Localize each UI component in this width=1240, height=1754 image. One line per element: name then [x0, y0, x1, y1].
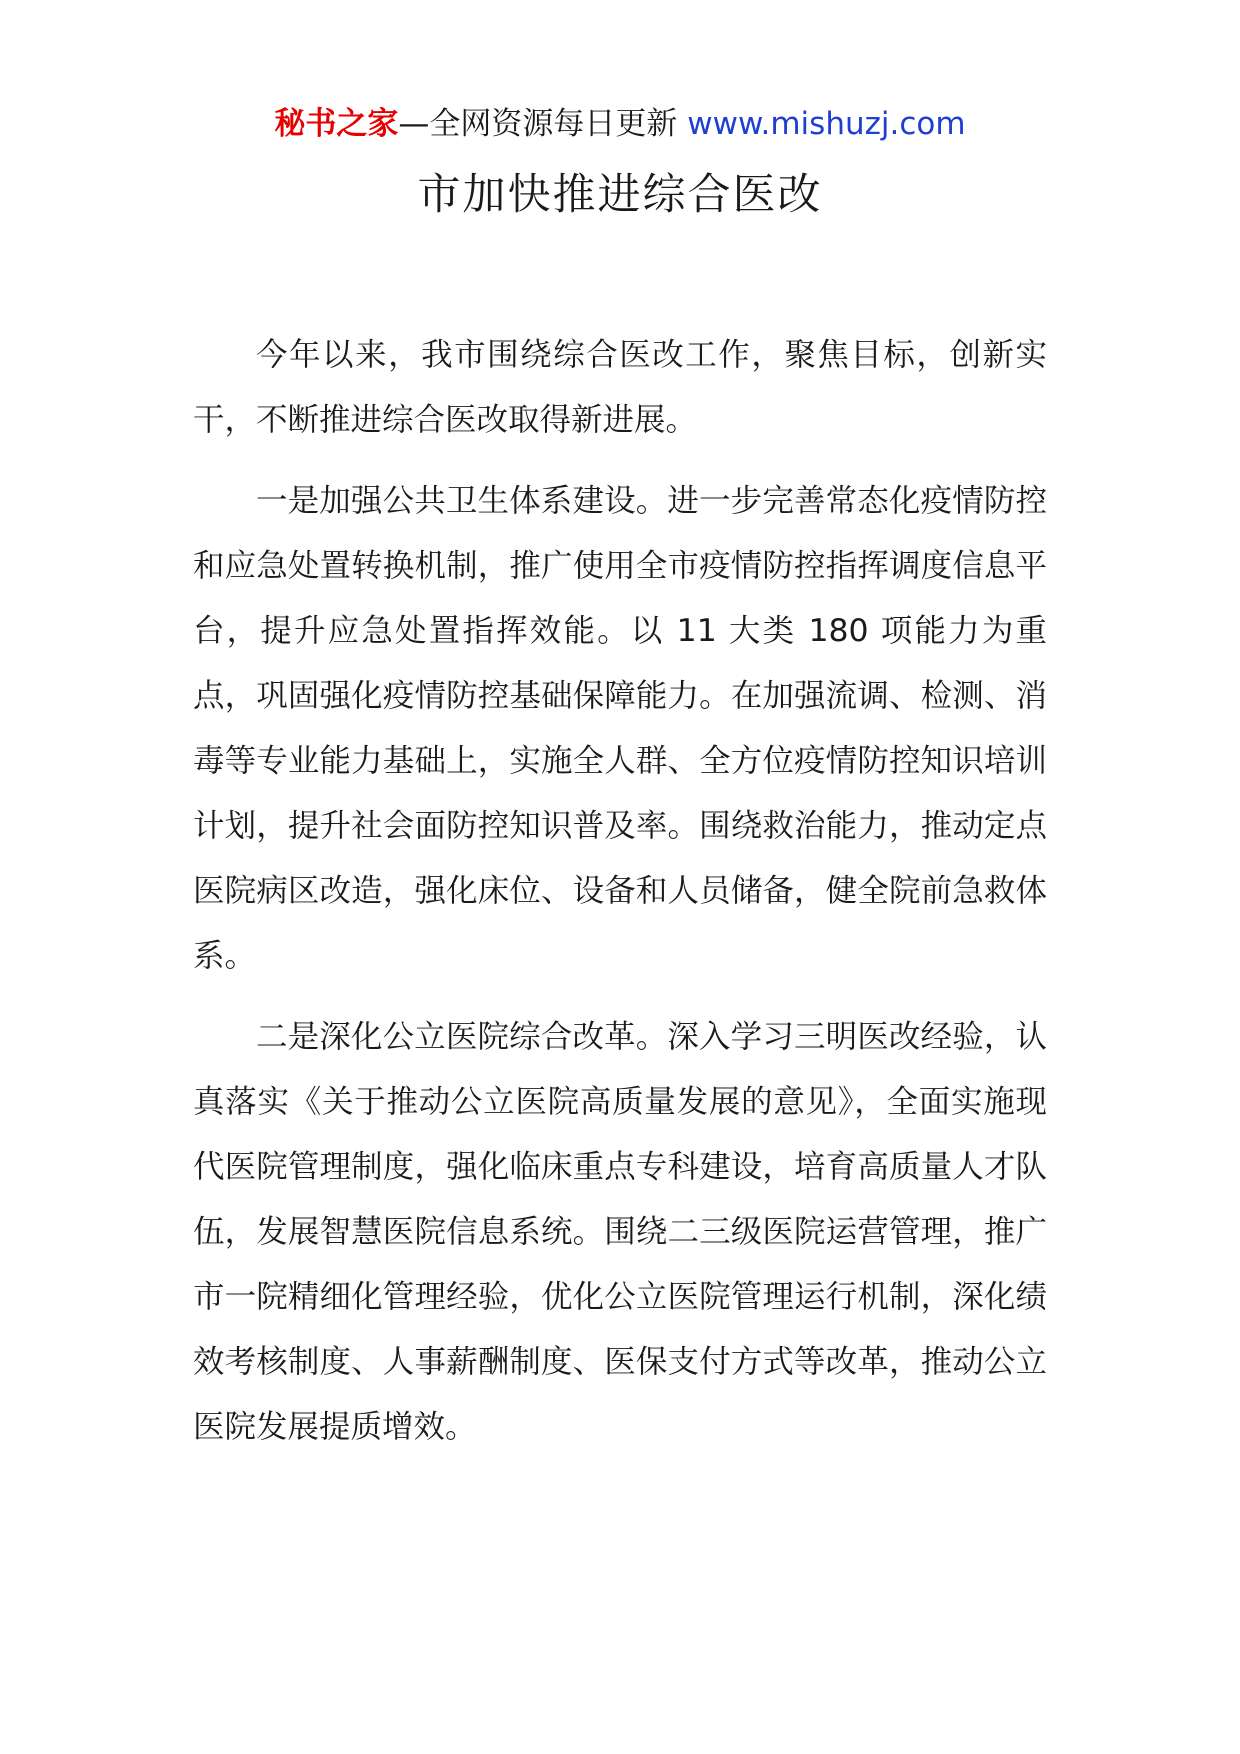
paragraph-public-health: 一是加强公共卫生体系建设。进一步完善常态化疫情防控和应急处置转换机制，推广使用全市疫情防控指挥调度信息平台，提升应急处置指挥效能。以 11 大类 180 项能力为重点，巩固强化疫情防控基础保障能力。在加强流调、检测、消毒等专业能力基础上，实施全人群、全方位疫情防控知识培训计划，提升社会面防控知识普及率。围绕救治能力，推动定点医院病区改造，强化床位、设备和人员储备，健全院前急救体系。	[193, 483, 1047, 974]
site-url-link[interactable]: www.mishuzj.com	[687, 106, 966, 142]
paragraph-hospital-reform: 二是深化公立医院综合改革。深入学习三明医改经验，认真落实《关于推动公立医院高质量发展的意见》，全面实施现代医院管理制度，强化临床重点专科建设，培育高质量人才队伍，发展智慧医院信息系统。围绕二三级医院运营管理，推广市一院精细化管理经验，优化公立医院管理运行机制，深化绩效考核制度、人事薪酬制度、医保支付方式等改革，推动公立医院发展提质增效。	[193, 1019, 1047, 1445]
document-title: 市加快推进综合医改	[417, 170, 823, 220]
brand-name: 秘书之家	[274, 106, 399, 142]
paragraph-intro: 今年以来，我市围绕综合医改工作，聚焦目标，创新实干，不断推进综合医改取得新进展。	[193, 337, 1047, 438]
site-header	[0, 102, 1240, 146]
header-tagline: —全网资源每日更新	[398, 106, 678, 142]
document-body	[193, 323, 1047, 1476]
